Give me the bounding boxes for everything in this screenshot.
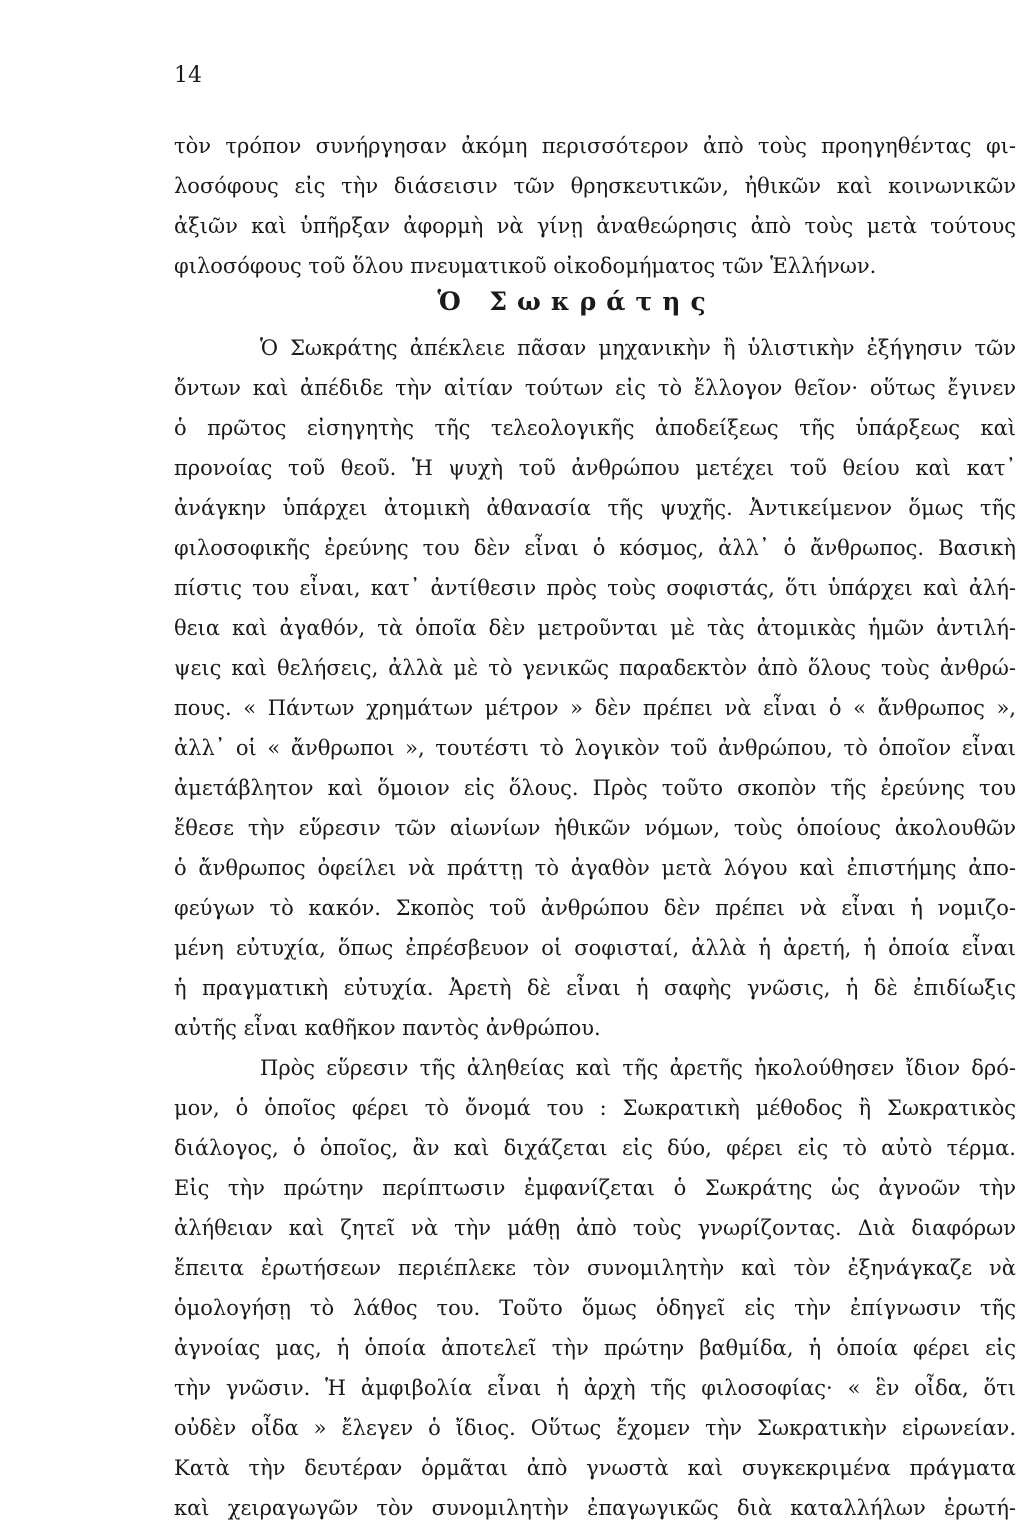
paragraph-2	[174, 1048, 1016, 1528]
text-line: Πρὸς εὕρεσιν τῆς ἀληθείας καὶ τῆς ἀρετῆς ἠκολούθησεν ἴδιον δρό-	[260, 1056, 1016, 1080]
text-line: μον, ὁ ὁποῖος φέρει τὸ ὄνομά του : Σωκρατικὴ μέθοδος ἢ Σωκρατικὸς	[174, 1096, 1016, 1120]
text-line: λοσόφους εἰς τὴν διάσεισιν τῶν θρησκευτικῶν, ἠθικῶν καὶ κοινωνικῶν	[174, 174, 1016, 198]
text-line: ἡ πραγματικὴ εὐτυχία. Ἀρετὴ δὲ εἶναι ἡ σαφὴς γνῶσις, ἡ δὲ ἐπιδίωξις	[174, 976, 1016, 1000]
text-line: φεύγων τὸ κακόν. Σκοπὸς τοῦ ἀνθρώπου δὲν πρέπει νὰ εἶναι ἡ νομιζο-	[174, 896, 1016, 920]
page-number: 14	[174, 63, 202, 88]
text-line: προνοίας τοῦ θεοῦ. Ἡ ψυχὴ τοῦ ἀνθρώπου μετέχει τοῦ θείου καὶ κατ᾽	[174, 456, 1016, 480]
text-line: ἀμετάβλητον καὶ ὅμοιον εἰς ὅλους. Πρὸς τοῦτο σκοπὸν τῆς ἐρεύνης του	[174, 776, 1016, 800]
text-line: φιλοσόφους τοῦ ὅλου πνευματικοῦ οἰκοδομήματος τῶν Ἑλλήνων.	[174, 254, 877, 278]
intro-paragraph	[174, 126, 1016, 286]
section-heading: Ὁ Σωκράτης	[437, 287, 716, 316]
text-line: τὸν τρόπον συνήργησαν ἀκόμη περισσότερον ἀπὸ τοὺς προηγηθέντας φι-	[174, 134, 1016, 158]
text-line: τὴν γνῶσιν. Ἡ ἀμφιβολία εἶναι ἡ ἀρχὴ τῆς φιλοσοφίας· « ἓν οἶδα, ὅτι	[174, 1376, 1016, 1400]
text-line: θεια καὶ ἀγαθόν, τὰ ὁποῖα δὲν μετροῦνται μὲ τὰς ἀτομικὰς ἡμῶν ἀντιλή-	[174, 616, 1016, 640]
text-line: ἀνάγκην ὑπάρχει ἀτομικὴ ἀθανασία τῆς ψυχῆς. Ἀντικείμενον ὅμως τῆς	[174, 496, 1016, 520]
text-line: ἀλλ᾽ οἱ « ἄνθρωποι », τουτέστι τὸ λογικὸν τοῦ ἀνθρώπου, τὸ ὁποῖον εἶναι	[174, 736, 1016, 760]
text-line: ἀγνοίας μας, ἡ ὁποία ἀποτελεῖ τὴν πρώτην βαθμίδα, ἡ ὁποία φέρει εἰς	[174, 1336, 1016, 1360]
text-line: ὁ πρῶτος εἰσηγητὴς τῆς τελεολογικῆς ἀποδείξεως τῆς ὑπάρξεως καὶ	[174, 416, 1016, 440]
text-line: Ὁ Σωκράτης ἀπέκλειε πᾶσαν μηχανικὴν ἢ ὑλιστικὴν ἐξήγησιν τῶν	[260, 336, 1016, 360]
text-line: Εἰς τὴν πρώτην περίπτωσιν ἐμφανίζεται ὁ Σωκράτης ὡς ἀγνοῶν τὴν	[174, 1176, 1016, 1200]
text-line: διάλογος, ὁ ὁποῖος, ἂν καὶ διχάζεται εἰς δύο, φέρει εἰς τὸ αὐτὸ τέρμα.	[174, 1136, 1016, 1160]
text-line: ὁ ἄνθρωπος ὀφείλει νὰ πράττῃ τὸ ἀγαθὸν μετὰ λόγου καὶ ἐπιστήμης ἀπο-	[174, 856, 1016, 880]
text-line: πους. « Πάντων χρημάτων μέτρον » δὲν πρέπει νὰ εἶναι ὁ « ἄνθρωπος »,	[174, 696, 1016, 720]
text-line: ψεις καὶ θελήσεις, ἀλλὰ μὲ τὸ γενικῶς παραδεκτὸν ἀπὸ ὅλους τοὺς ἀνθρώ-	[174, 656, 1016, 680]
text-line: ὄντων καὶ ἀπέδιδε τὴν αἰτίαν τούτων εἰς τὸ ἔλλογον θεῖον· οὕτως ἔγινεν	[174, 376, 1016, 400]
text-line: ἔθεσε τὴν εὕρεσιν τῶν αἰωνίων ἠθικῶν νόμων, τοὺς ὁποίους ἀκολουθῶν	[174, 816, 1016, 840]
text-line: ὁμολογήσῃ τὸ λάθος του. Τοῦτο ὅμως ὁδηγεῖ εἰς τὴν ἐπίγνωσιν τῆς	[174, 1296, 1016, 1320]
text-line: ἀξιῶν καὶ ὑπῆρξαν ἀφορμὴ νὰ γίνῃ ἀναθεώρησις ἀπὸ τοὺς μετὰ τούτους	[174, 214, 1016, 238]
paragraph-1	[174, 328, 1016, 1048]
text-line: καὶ χειραγωγῶν τὸν συνομιλητὴν ἐπαγωγικῶς διὰ καταλλήλων ἐρωτή-	[174, 1496, 1016, 1520]
text-line: φιλοσοφικῆς ἐρεύνης του δὲν εἶναι ὁ κόσμος, ἀλλ᾽ ὁ ἄνθρωπος. Βασικὴ	[174, 536, 1016, 560]
text-line: Κατὰ τὴν δευτέραν ὁρμᾶται ἀπὸ γνωστὰ καὶ συγκεκριμένα πράγματα	[174, 1456, 1016, 1480]
text-line: πίστις του εἶναι, κατ᾽ ἀντίθεσιν πρὸς τοὺς σοφιστάς, ὅτι ὑπάρχει καὶ ἀλή-	[174, 576, 1016, 600]
text-line: ἀλήθειαν καὶ ζητεῖ νὰ τὴν μάθῃ ἀπὸ τοὺς γνωρίζοντας. Διὰ διαφόρων	[174, 1216, 1016, 1240]
text-line: αὐτῆς εἶναι καθῆκον παντὸς ἀνθρώπου.	[174, 1016, 601, 1040]
text-line: οὐδὲν οἶδα » ἔλεγεν ὁ ἴδιος. Οὕτως ἔχομεν τὴν Σωκρατικὴν εἰρωνείαν.	[174, 1416, 1016, 1440]
text-line: ἔπειτα ἐρωτήσεων περιέπλεκε τὸν συνομιλητὴν καὶ τὸν ἐξηνάγκαζε νὰ	[174, 1256, 1016, 1280]
body-text	[174, 328, 1016, 1528]
text-line: μένη εὐτυχία, ὅπως ἐπρέσβευον οἱ σοφισταί, ἀλλὰ ἡ ἀρετή, ἡ ὁποία εἶναι	[174, 936, 1016, 960]
